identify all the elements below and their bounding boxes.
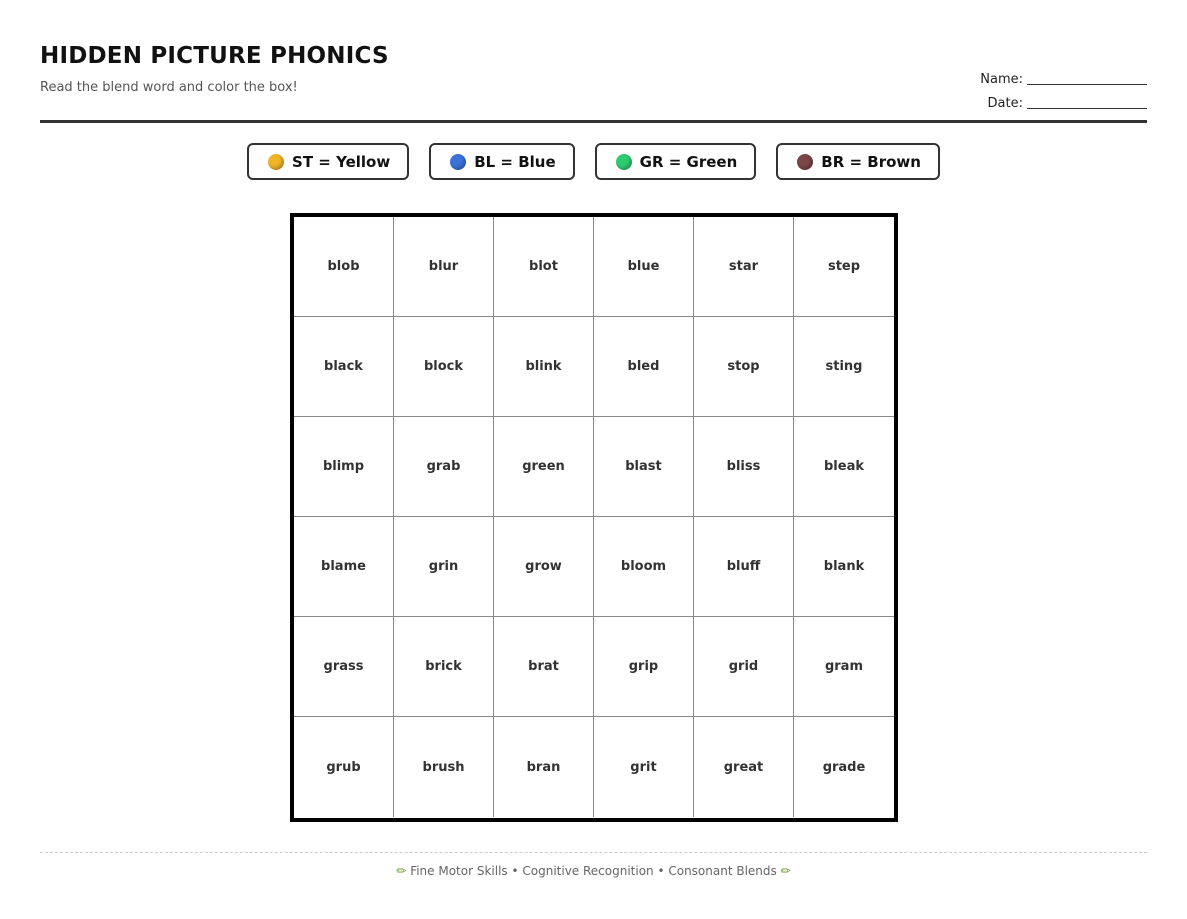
- grid-cell[interactable]: green: [494, 417, 594, 517]
- brown-dot-icon: [797, 154, 813, 170]
- date-field[interactable]: [927, 88, 1147, 112]
- grid-cell[interactable]: blast: [594, 417, 694, 517]
- grid-cell[interactable]: sting: [794, 317, 894, 417]
- header-divider: [40, 120, 1147, 123]
- grid-cell[interactable]: brush: [394, 717, 494, 817]
- legend-label: GR = Green: [639, 152, 738, 171]
- color-legend: [40, 143, 1147, 180]
- grid-cell[interactable]: grub: [294, 717, 394, 817]
- page-title: HIDDEN PICTURE PHONICS: [40, 43, 389, 69]
- legend-label: BR = Brown: [821, 152, 921, 171]
- blue-dot-icon: [450, 154, 466, 170]
- grid-cell[interactable]: blob: [294, 217, 394, 317]
- grid-cell[interactable]: grip: [594, 617, 694, 717]
- word-grid: [290, 213, 898, 822]
- grid-cell[interactable]: grow: [494, 517, 594, 617]
- grid-cell[interactable]: brat: [494, 617, 594, 717]
- footer: [40, 864, 1147, 878]
- grid-cell[interactable]: bled: [594, 317, 694, 417]
- grid-cell[interactable]: star: [694, 217, 794, 317]
- grid-cell[interactable]: bloom: [594, 517, 694, 617]
- grid-cell[interactable]: black: [294, 317, 394, 417]
- grid-cell[interactable]: blue: [594, 217, 694, 317]
- grid-cell[interactable]: grass: [294, 617, 394, 717]
- grid-cell[interactable]: bluff: [694, 517, 794, 617]
- worksheet-page: [40, 0, 1147, 919]
- grid-cell[interactable]: stop: [694, 317, 794, 417]
- date-line[interactable]: [1027, 96, 1147, 109]
- legend-label: BL = Blue: [474, 152, 556, 171]
- grid-cell[interactable]: blot: [494, 217, 594, 317]
- grid-cell[interactable]: blank: [794, 517, 894, 617]
- footer-divider: [40, 852, 1147, 853]
- grid-cell[interactable]: blame: [294, 517, 394, 617]
- pencil-icon: ✏︎: [780, 864, 791, 878]
- grid-cell[interactable]: bliss: [694, 417, 794, 517]
- grid-cell[interactable]: gram: [794, 617, 894, 717]
- grid-cell[interactable]: grin: [394, 517, 494, 617]
- grid-cell[interactable]: blink: [494, 317, 594, 417]
- grid-cell[interactable]: blur: [394, 217, 494, 317]
- grid-cell[interactable]: grab: [394, 417, 494, 517]
- page-subtitle: Read the blend word and color the box!: [40, 80, 298, 95]
- legend-item-bl: [429, 143, 574, 180]
- grid-cell[interactable]: grid: [694, 617, 794, 717]
- grid-cell[interactable]: great: [694, 717, 794, 817]
- grid-cell[interactable]: blimp: [294, 417, 394, 517]
- legend-item-st: [247, 143, 409, 180]
- word-grid-cells: [294, 217, 894, 817]
- name-field[interactable]: [927, 64, 1147, 88]
- grid-cell[interactable]: brick: [394, 617, 494, 717]
- legend-item-br: [776, 143, 940, 180]
- grid-cell[interactable]: grit: [594, 717, 694, 817]
- name-line[interactable]: [1027, 72, 1147, 85]
- legend-item-gr: [595, 143, 757, 180]
- grid-cell[interactable]: block: [394, 317, 494, 417]
- date-label: Date:: [987, 96, 1023, 111]
- grid-cell[interactable]: step: [794, 217, 894, 317]
- grid-cell[interactable]: bleak: [794, 417, 894, 517]
- pencil-icon: ✏︎: [396, 864, 407, 878]
- footer-text: Fine Motor Skills • Cognitive Recognition • Consonant Blends: [410, 864, 777, 878]
- yellow-dot-icon: [268, 154, 284, 170]
- grid-cell[interactable]: grade: [822, 759, 866, 775]
- grid-cell[interactable]: bran: [494, 717, 594, 817]
- green-dot-icon: [616, 154, 632, 170]
- legend-label: ST = Yellow: [292, 152, 391, 171]
- name-label: Name:: [980, 72, 1023, 87]
- name-date-box: [927, 64, 1147, 112]
